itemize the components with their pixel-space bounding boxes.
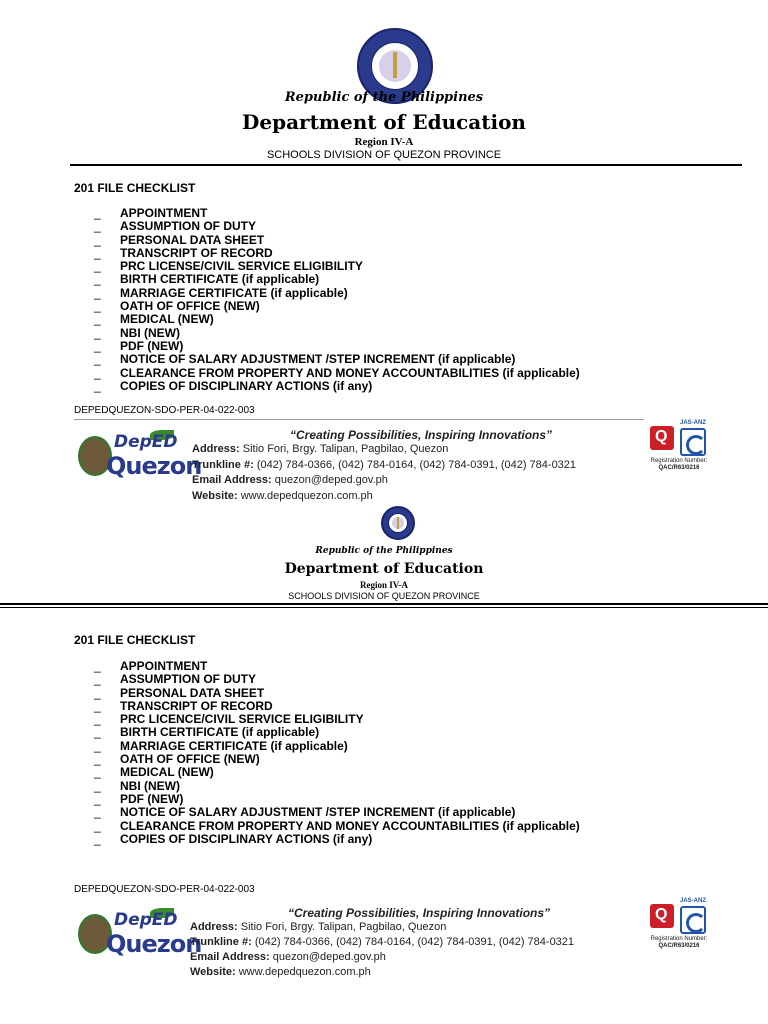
address-label: Address:	[192, 443, 240, 455]
list-item	[94, 806, 580, 819]
item-label: MARRIAGE CERTIFICATE (if applicable)	[120, 285, 348, 300]
item-label: PDF (NEW)	[120, 791, 184, 806]
address-line	[192, 442, 576, 458]
jas-anz-label: JAS-ANZ	[680, 898, 707, 904]
slogan: “Creating Possibilities, Inspiring Innovations”	[288, 906, 551, 920]
email-line	[192, 473, 576, 489]
blank-mark: _	[94, 299, 101, 314]
footer-rule	[74, 419, 644, 420]
blank-mark: _	[94, 791, 101, 806]
logo-text-dep: DepED	[114, 910, 178, 930]
blank-mark: _	[94, 659, 101, 673]
item-label: OATH OF OFFICE (NEW)	[120, 752, 260, 767]
website-label: Website:	[192, 489, 238, 502]
website-value[interactable]: www.depedquezon.com.ph	[240, 489, 373, 502]
blank-mark: _	[94, 378, 101, 393]
blank-mark: _	[94, 272, 101, 287]
item-label: ASSUMPTION OF DUTY	[120, 672, 257, 687]
list-item	[94, 273, 580, 286]
list-item	[94, 247, 580, 260]
trunkline-value: (042) 784-0366, (042) 784-0164, (042) 784-0391, (042) 784-0321	[256, 458, 577, 471]
website-line	[190, 965, 574, 980]
item-label: MEDICAL (NEW)	[120, 765, 214, 780]
blank-mark: _	[94, 245, 101, 260]
quality-cert-icon	[650, 426, 674, 450]
list-item	[94, 234, 580, 247]
item-label: NBI (NEW)	[120, 778, 180, 793]
blank-mark: _	[94, 778, 101, 793]
blank-mark: _	[94, 738, 101, 753]
checklist-items	[94, 660, 580, 846]
email-line	[190, 950, 574, 965]
item-label: APPOINTMENT	[120, 206, 208, 220]
blank-mark: _	[94, 725, 101, 740]
list-item	[94, 673, 580, 686]
list-item	[94, 327, 580, 340]
list-item	[94, 793, 580, 806]
contact-block	[192, 442, 576, 504]
item-label: COPIES OF DISCIPLINARY ACTIONS (if any)	[120, 378, 373, 393]
list-item	[94, 367, 580, 380]
list-item	[94, 260, 580, 273]
republic-heading: Republic of the Philippines	[315, 546, 453, 556]
website-label: Website:	[190, 966, 236, 978]
list-item	[94, 380, 580, 393]
deped-quezon-logo	[76, 906, 202, 962]
registration-number: QAC/R63/0216	[658, 465, 700, 471]
jas-anz-label: JAS-ANZ	[680, 420, 707, 426]
blank-mark: _	[94, 672, 101, 687]
checklist-items	[94, 207, 580, 393]
blank-mark: _	[94, 285, 101, 300]
item-label: PDF (NEW)	[120, 338, 184, 353]
blank-mark: _	[94, 752, 101, 767]
blank-mark: _	[94, 312, 101, 327]
item-label: NOTICE OF SALARY ADJUSTMENT /STEP INCREMENT (if applicable)	[120, 805, 516, 820]
item-label: PRC LICENCE/CIVIL SERVICE ELIGIBILITY	[120, 712, 364, 727]
item-label: COPIES OF DISCIPLINARY ACTIONS (if any)	[120, 831, 373, 846]
item-label: PRC LICENSE/CIVIL SERVICE ELIGIBILITY	[120, 259, 363, 274]
email-label: Email Address:	[190, 951, 270, 963]
blank-mark: _	[94, 259, 101, 274]
blank-mark: _	[94, 232, 101, 247]
list-item	[94, 766, 580, 779]
website-value[interactable]: www.depedquezon.com.ph	[238, 966, 371, 978]
item-label: OATH OF OFFICE (NEW)	[120, 299, 260, 314]
registration-number: QAC/R63/0216	[658, 943, 700, 949]
division-label: SCHOOLS DIVISION OF QUEZON PROVINCE	[266, 149, 502, 161]
trunkline-value: (042) 784-0366, (042) 784-0164, (042) 784-0391, (042) 784-0321	[254, 936, 575, 948]
list-item	[94, 726, 580, 739]
blank-mark: _	[94, 325, 101, 340]
blank-mark: _	[94, 219, 101, 234]
blank-mark: _	[94, 805, 101, 820]
item-label: MEDICAL (NEW)	[120, 312, 214, 327]
jas-anz-icon	[680, 906, 706, 934]
item-label: MARRIAGE CERTIFICATE (if applicable)	[120, 738, 348, 753]
item-label: BIRTH CERTIFICATE (if applicable)	[120, 725, 320, 740]
list-item	[94, 340, 580, 353]
blank-mark: _	[94, 352, 101, 367]
list-item	[94, 207, 580, 220]
deped-seal-icon	[381, 506, 415, 540]
address-value: Sitio Fori, Brgy. Talipan, Pagbilao, Quezon	[242, 443, 449, 455]
item-label: CLEARANCE FROM PROPERTY AND MONEY ACCOUNTABILITIES (if applicable)	[120, 818, 580, 833]
logo-text-quezon: Quezon	[106, 930, 202, 958]
division-label: SCHOOLS DIVISION OF QUEZON PROVINCE	[288, 591, 480, 601]
list-item	[94, 300, 580, 313]
list-item	[94, 220, 580, 233]
logo-text-quezon: Quezon	[106, 452, 202, 480]
list-item	[94, 287, 580, 300]
checklist-title: 201 FILE CHECKLIST	[74, 181, 196, 195]
document-code: DEPEDQUEZON-SDO-PER-04-022-003	[74, 884, 255, 895]
header-rule	[70, 164, 742, 166]
item-label: PERSONAL DATA SHEET	[120, 232, 265, 247]
item-label: TRANSCRIPT OF RECORD	[120, 698, 273, 713]
list-item	[94, 753, 580, 766]
trunkline-label: Trunkline #:	[190, 936, 252, 948]
registration-label: Registration Number:	[650, 936, 708, 942]
website-line	[192, 489, 576, 505]
logo-text-dep: DepED	[114, 432, 178, 452]
trunkline-label: Trunkline #:	[192, 458, 254, 471]
list-item	[94, 780, 580, 793]
republic-heading: Republic of the Philippines	[284, 90, 484, 105]
list-item	[94, 713, 580, 726]
item-label: NOTICE OF SALARY ADJUSTMENT /STEP INCREMENT (if applicable)	[120, 352, 516, 367]
blank-mark: _	[94, 206, 101, 220]
list-item	[94, 820, 580, 833]
list-item	[94, 740, 580, 753]
email-value[interactable]: quezon@deped.gov.ph	[274, 474, 388, 486]
blank-mark: _	[94, 338, 101, 353]
address-value: Sitio Fori, Brgy. Talipan, Pagbilao, Quezon	[240, 921, 447, 933]
certification-block	[644, 898, 716, 958]
deped-quezon-logo	[76, 428, 202, 484]
blank-mark: _	[94, 765, 101, 780]
jas-anz-icon	[680, 428, 706, 456]
email-value[interactable]: quezon@deped.gov.ph	[272, 951, 386, 963]
blank-mark: _	[94, 831, 101, 846]
registration-label: Registration Number:	[650, 458, 708, 464]
item-label: BIRTH CERTIFICATE (if applicable)	[120, 272, 320, 287]
list-item	[94, 660, 580, 673]
item-label: ASSUMPTION OF DUTY	[120, 219, 257, 234]
list-item	[94, 313, 580, 326]
list-item	[94, 700, 580, 713]
item-label: PERSONAL DATA SHEET	[120, 685, 265, 700]
header-rule	[0, 603, 768, 605]
address-label: Address:	[190, 921, 238, 933]
email-label: Email Address:	[192, 474, 272, 486]
quality-cert-icon	[650, 904, 674, 928]
document-code: DEPEDQUEZON-SDO-PER-04-022-003	[74, 405, 255, 416]
item-label: NBI (NEW)	[120, 325, 180, 340]
header-rule-thin	[0, 607, 768, 608]
item-label: TRANSCRIPT OF RECORD	[120, 245, 273, 260]
department-heading: Department of Education	[284, 561, 484, 577]
item-label: CLEARANCE FROM PROPERTY AND MONEY ACCOUNTABILITIES (if applicable)	[120, 365, 580, 380]
address-line	[190, 920, 574, 935]
slogan: “Creating Possibilities, Inspiring Innovations”	[290, 428, 553, 442]
blank-mark: _	[94, 712, 101, 727]
certification-block	[644, 420, 716, 480]
list-item	[94, 687, 580, 700]
department-heading: Department of Education	[242, 110, 526, 134]
blank-mark: _	[94, 818, 101, 833]
list-item	[94, 833, 580, 846]
item-label: APPOINTMENT	[120, 659, 208, 673]
checklist-title: 201 FILE CHECKLIST	[74, 633, 196, 647]
region-label: Region IV-A	[359, 580, 409, 590]
region-label: Region IV-A	[354, 136, 414, 148]
blank-mark: _	[94, 685, 101, 700]
trunkline-line	[192, 458, 576, 474]
blank-mark: _	[94, 698, 101, 713]
list-item	[94, 353, 580, 366]
blank-mark: _	[94, 365, 101, 380]
trunkline-line	[190, 935, 574, 950]
contact-block	[190, 920, 574, 980]
